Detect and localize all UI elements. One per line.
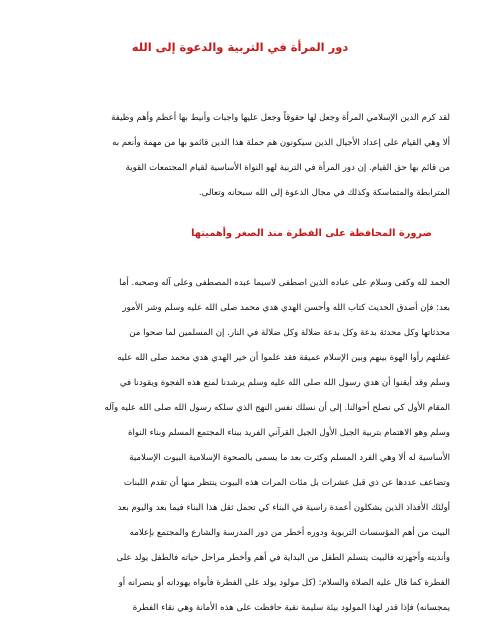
body-line: الفطرة كما قال عليه الصلاة والسلام: (كل مولود يولد على الفطرة فأبواه يهودانه أو ينصرانه أو: [118, 578, 450, 588]
body-line: وأنديته وأجهزته فالبيت يتسلم الطفل من البداية في أهم وأخطر مراحل حياته فالطفل يولد على: [116, 553, 450, 563]
intro-line: من قائم بها حق القيام. إن دور المرأة في التربية لهو النواة الأساسية لقيام المجتمعات القوية: [125, 163, 450, 173]
body-line: وسلم وقد أيقنوا أن هدي رسول الله صلى الله عليه وسلم يرشدنا لمنع هذه الفجوة ويقودنا في: [119, 378, 450, 388]
body-line: بعد: فإن أصدق الحديث كتاب الله وأحسن الهدي هدي محمد صلى الله عليه وسلم وشر الأمور: [122, 303, 450, 313]
body-line: الأساسية له ألا وهي الفرد المسلم وكثرت بعد ما يسمى بالصحوة الإسلامية البيوت الإسلامية: [129, 453, 450, 463]
body-line: غفلتهم رأوا الهوة بينهم وبين الإسلام عميقة فقد علموا أن خير الهدي هدي محمد صلى الله عليه: [117, 353, 450, 363]
intro-paragraph: [30, 106, 450, 206]
document-title: دور المرأة في التربية والدعوة إلى الله: [131, 40, 349, 54]
body-line: المقام الأول كي نصلح أحوالنا. إلى أن نسلك نفس النهج الذي سلكه رسول الله صلى الله عليه وآله: [104, 403, 450, 413]
body-line: أولئك الأفذاذ الذين يشكلون أعمدة راسية في البناء كي تحمل ثقل هذا البناء فيما بعد واليوم بعد: [117, 503, 450, 513]
body-line: يمجسانه) فإذا قدر لهذا المولود بيئة سليمة نقية حافظت على هذه الأمانة وهي نقاء الفطرة: [132, 603, 450, 613]
body-line: وسلم وهو الاهتمام بتربية الجيل الأول الجيل القرآني الفريد ببناء المجتمع المسلم وبناء النواة: [127, 428, 450, 438]
body-line: محدثاتها وكل محدثة بدعة وكل بدعة ضلالة وكل ضلالة في النار. إن المسلمين لما صحوا من: [129, 328, 450, 338]
body-line: البيت من أهم المؤسسات التربوية ودوره أخطر من دور المدرسة والشارع والمجتمع بإعلامه: [129, 528, 450, 538]
intro-line: المترابطة والمتماسكة وكذلك في مجال الدعوة إلى الله سبحانه وتعالى.: [198, 188, 450, 198]
intro-line: ألا وهي القيام على إعداد الأجيال الذين سيكونون هم حملة هذا الدين قائمو بها من مهمة وأنعم به: [112, 138, 450, 148]
body-paragraph: [30, 271, 450, 621]
section-heading: ضرورة المحافظة على الفطرة منذ الصغر وأهميتها: [191, 228, 432, 239]
body-line: الحمد لله وكفى وسلام على عباده الذين اصطفى لاسيما عبده المصطفى وعلى آله وصحبه. أما: [119, 278, 450, 288]
body-line: وتضاعف عددها عن ذي قبل عشرات بل مئات المرات هذه البيوت ينتظر منها أن تقدم اللبنات: [123, 478, 450, 488]
intro-line: لقد كرم الدين الإسلامي المرأة وجعل لها حقوقاً وجعل عليها واجبات وأنيط بها أعظم وأهم وظيفة: [111, 113, 450, 123]
